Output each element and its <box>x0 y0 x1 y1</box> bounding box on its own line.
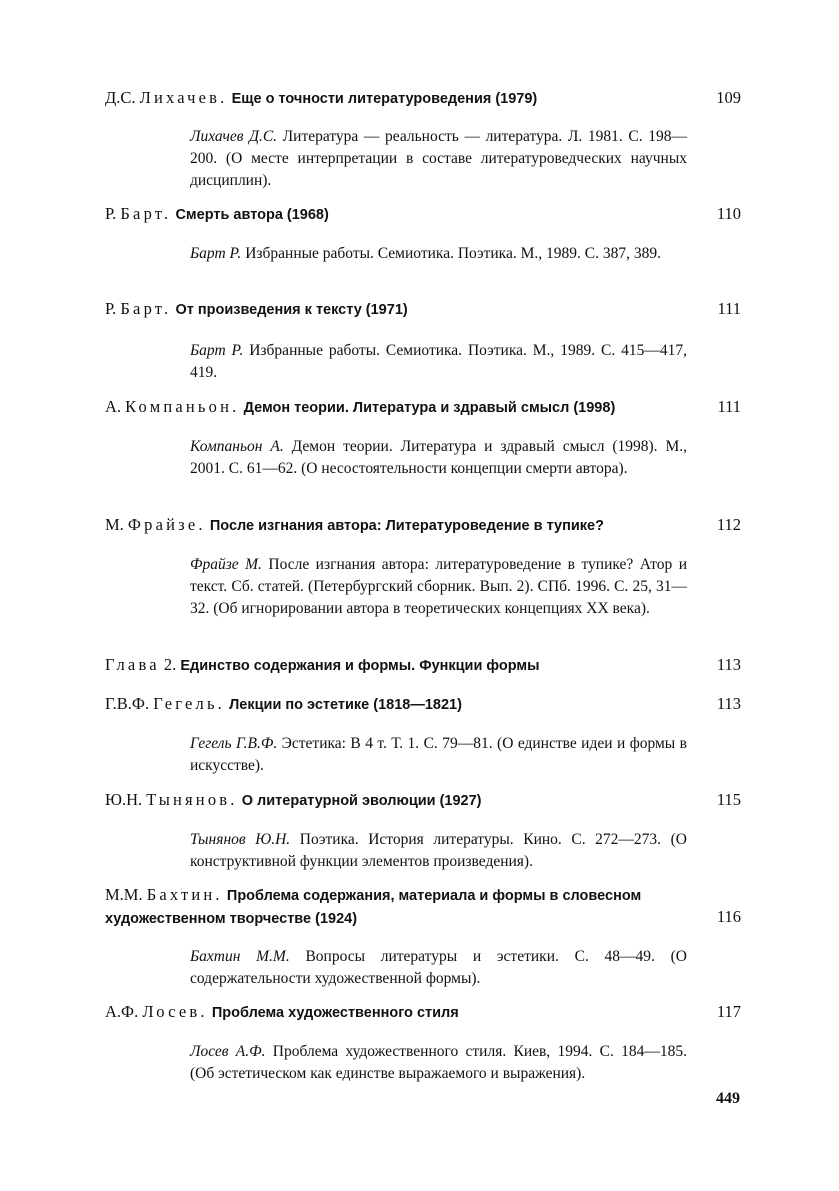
author-name: Гегель. <box>153 694 225 713</box>
author-initials: Ю.Н. <box>105 790 143 809</box>
reference-text: Демон теории. Литература и здравый смысл (1998). М., 2001. С. 61—62. (О несостоятельности концепции смерти автора). <box>190 438 688 477</box>
entry-title: Проблема содержания, материала и формы в словесном художественном творчестве (1924) <box>105 888 642 927</box>
entry-title: От произведения к тексту (1971) <box>175 302 408 318</box>
entry-title: Лекции по эстетике (1818—1821) <box>229 697 462 713</box>
entry-title: О литературной эволюции (1927) <box>241 793 482 809</box>
reference-author: Лосев А.Ф. <box>190 1043 266 1060</box>
reference-author: Барт Р. <box>190 342 244 359</box>
author-initials: Д.С. <box>105 88 136 107</box>
toc-entry <box>105 203 650 226</box>
author-name: Бахтин. <box>146 885 223 904</box>
chapter-label: Глава <box>105 655 160 674</box>
reference-author: Барт Р. <box>190 245 242 262</box>
page-number: 111 <box>717 397 741 416</box>
author-initials: Р. <box>105 299 117 318</box>
author-initials: А. <box>105 397 122 416</box>
reference-author: Тынянов Ю.Н. <box>190 831 291 848</box>
reference <box>190 340 687 384</box>
reference-text: Избранные работы. Семиотика. Поэтика. М., 1989. С. 415—417, 419. <box>190 342 687 381</box>
reference <box>190 829 687 873</box>
reference-text: Избранные работы. Семиотика. Поэтика. М., 1989. С. 387, 389. <box>245 245 661 262</box>
author-name: Лихачев. <box>139 88 228 107</box>
toc-entry <box>105 1001 650 1024</box>
page-number: 112 <box>716 515 741 534</box>
reference-author: Лихачев Д.С. <box>190 128 278 145</box>
reference-author: Гегель Г.В.Ф. <box>190 735 278 752</box>
page-number: 109 <box>716 88 741 107</box>
author-name: Барт. <box>120 299 172 318</box>
author-initials: А.Ф. <box>105 1002 139 1021</box>
toc-entry <box>105 789 650 812</box>
page-number: 115 <box>716 790 741 809</box>
page-number: 111 <box>717 299 741 318</box>
reference <box>190 1041 687 1085</box>
author-name: Барт. <box>120 204 172 223</box>
entry-title: Смерть автора (1968) <box>175 207 329 223</box>
reference-text: Литература — реальность — литература. Л. 1981. С. 198—200. (О месте интерпретации в составе литературоведческих научных дисциплин). <box>190 128 688 189</box>
toc-entry <box>105 514 695 537</box>
chapter-heading <box>105 654 695 677</box>
reference-author: Компаньон А. <box>190 438 284 455</box>
entry-title: Проблема художественного стиля <box>211 1005 459 1021</box>
author-initials: М. <box>105 515 124 534</box>
author-initials: Г.В.Ф. <box>105 694 150 713</box>
toc-entry <box>105 87 650 110</box>
entry-title: После изгнания автора: Литературоведение в тупике? <box>209 518 604 534</box>
page-number: 110 <box>716 204 741 223</box>
author-name: Фрайзе. <box>127 515 206 534</box>
toc-entry <box>105 298 650 321</box>
reference <box>190 946 687 990</box>
reference-text: Проблема художественного стиля. Киев, 1994. С. 184—185. (Об эстетическом как единстве выражаемого и выражения). <box>190 1043 687 1082</box>
reference-text: Эстетика: В 4 т. Т. 1. С. 79—81. (О единстве идеи и формы в искусстве). <box>190 735 687 774</box>
chapter-title: Единство содержания и формы. Функции формы <box>180 658 540 674</box>
author-name: Лосев. <box>142 1002 208 1021</box>
reference-text: После изгнания автора: литературоведение в тупике? Атор и текст. Сб. статей. (Петербургский сборник. Вып. 2). СПб. 1996. С. 25, 31—32. (Об игнорировании автора в теоретических концепциях XX века). <box>190 556 687 617</box>
reference-author: Бахтин М.М. <box>190 948 290 965</box>
reference <box>190 243 687 265</box>
page-number: 113 <box>716 655 741 674</box>
reference-text: Поэтика. История литературы. Кино. С. 272—273. (О конструктивной функции элементов произведения). <box>190 831 687 870</box>
author-initials: Р. <box>105 204 117 223</box>
toc-entry <box>105 884 685 930</box>
page-number: 116 <box>716 907 741 926</box>
author-initials: М.М. <box>105 885 143 904</box>
author-name: Компаньон. <box>125 397 240 416</box>
entry-title: Еще о точности литературоведения (1979) <box>231 91 538 107</box>
entry-title: Демон теории. Литература и здравый смысл (1998) <box>243 400 616 416</box>
reference <box>190 554 687 620</box>
page-number: 113 <box>716 694 741 713</box>
reference <box>190 436 687 480</box>
page-number: 117 <box>716 1002 741 1021</box>
toc-entry <box>105 693 650 716</box>
chapter-number: 2. <box>163 655 177 674</box>
reference <box>190 126 687 192</box>
reference-text: Вопросы литературы и эстетики. С. 48—49. (О содержательности художественной формы). <box>190 948 687 987</box>
reference <box>190 733 687 777</box>
reference-author: Фрайзе М. <box>190 556 262 573</box>
folio-page-number: 449 <box>716 1090 740 1107</box>
toc-entry <box>105 396 695 419</box>
author-name: Тынянов. <box>146 790 238 809</box>
